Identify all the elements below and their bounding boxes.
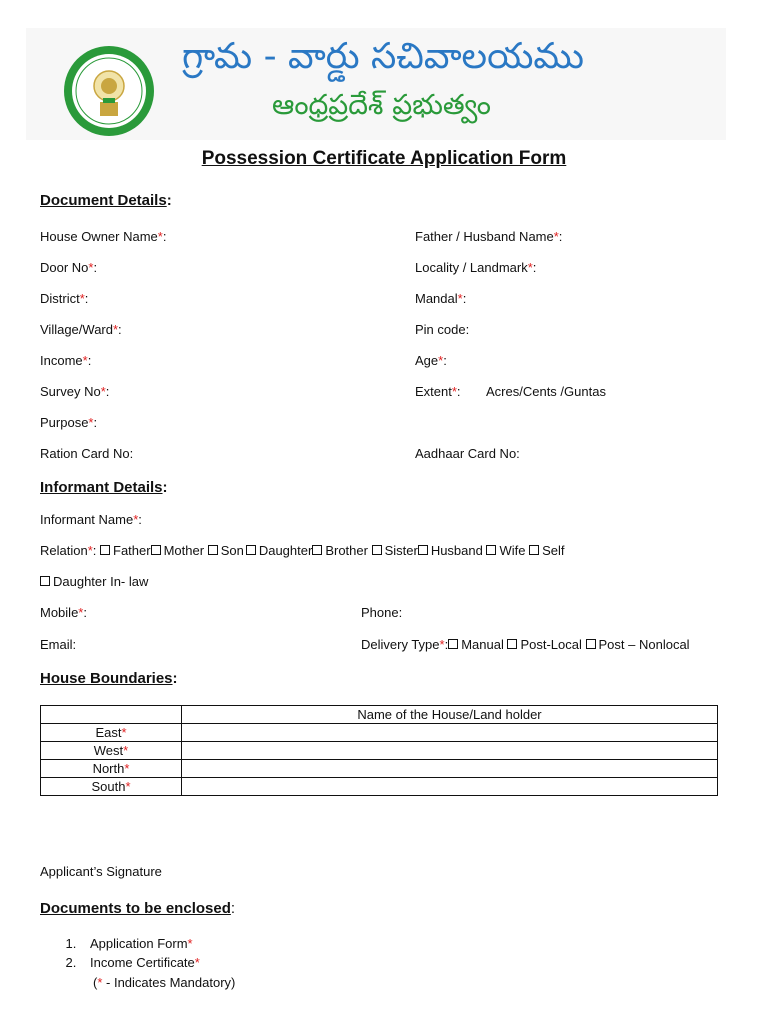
checkbox-icon[interactable] [529, 545, 539, 555]
field-father-husband-name[interactable]: Father / Husband Name*: [415, 229, 563, 244]
section-documents-enclosed: Documents to be enclosed: [40, 900, 236, 917]
checkbox-icon[interactable] [586, 639, 596, 649]
relation-option-brother[interactable]: Brother [312, 543, 368, 558]
telugu-heading-line2: ఆంధ్రప్రదేశ్ ప్రభుత్వం [272, 88, 491, 121]
field-pin-code[interactable]: Pin code: [415, 322, 470, 337]
field-ration-card-no[interactable]: Ration Card No: [40, 446, 134, 461]
relation-option-husband[interactable]: Husband [418, 543, 483, 558]
boundary-input-south[interactable] [182, 778, 718, 796]
field-age[interactable]: Age*: [415, 353, 447, 368]
checkbox-icon[interactable] [246, 545, 256, 555]
field-phone[interactable]: Phone: [361, 605, 403, 620]
field-mobile[interactable]: Mobile*: [40, 605, 87, 620]
table-row [41, 760, 718, 778]
delivery-option-post-local[interactable]: Post-Local [507, 637, 581, 652]
table-header-row [41, 706, 718, 724]
checkbox-icon[interactable] [312, 545, 322, 555]
field-house-owner-name[interactable]: House Owner Name*: [40, 229, 167, 244]
field-relation: Relation*: Father Mother Son Daughter Brother Sister Husband Wife Self [40, 543, 565, 558]
relation-option-son[interactable]: Son [208, 543, 244, 558]
field-extent[interactable]: Extent*: [415, 384, 461, 399]
table-cell [41, 706, 182, 724]
form-title: Possession Certificate Application Form [201, 148, 567, 169]
field-district[interactable]: District*: [40, 291, 89, 306]
boundary-label-south: South* [41, 778, 182, 796]
checkbox-icon[interactable] [100, 545, 110, 555]
checkbox-icon[interactable] [507, 639, 517, 649]
checkbox-icon[interactable] [418, 545, 428, 555]
relation-option-self[interactable]: Self [529, 543, 564, 558]
table-row [41, 724, 718, 742]
relation-option-mother[interactable]: Mother [151, 543, 204, 558]
boundary-input-west[interactable] [182, 742, 718, 760]
relation-option-wife[interactable]: Wife [486, 543, 525, 558]
boundary-label-east: East* [41, 724, 182, 742]
list-item: 1. Application Form* [80, 934, 200, 953]
table-row [41, 778, 718, 796]
relation-option-sister[interactable]: Sister [372, 543, 418, 558]
section-house-boundaries: House Boundaries: [40, 670, 178, 687]
house-boundaries-table [40, 705, 718, 796]
field-door-no[interactable]: Door No*: [40, 260, 98, 275]
table-row [41, 742, 718, 760]
section-document-details: Document Details: [40, 192, 172, 209]
boundary-label-west: West* [41, 742, 182, 760]
table-header-holder-name: Name of the House/Land holder [182, 706, 718, 724]
field-purpose[interactable]: Purpose*: [40, 415, 98, 430]
applicant-signature-label: Applicant’s Signature [40, 864, 162, 879]
extent-units-label: Acres/Cents /Guntas [486, 384, 606, 399]
field-survey-no[interactable]: Survey No*: [40, 384, 110, 399]
ap-government-seal-icon [62, 44, 156, 138]
field-aadhaar-card-no[interactable]: Aadhaar Card No: [415, 446, 520, 461]
mandatory-note: (* - Indicates Mandatory) [93, 975, 236, 990]
checkbox-icon[interactable] [486, 545, 496, 555]
relation-option-daughter-in-law[interactable]: Daughter In- law [40, 574, 148, 589]
relation-option-daughter[interactable]: Daughter [244, 543, 312, 558]
field-locality-landmark[interactable]: Locality / Landmark*: [415, 260, 537, 275]
checkbox-icon[interactable] [208, 545, 218, 555]
field-income[interactable]: Income*: [40, 353, 92, 368]
checkbox-icon[interactable] [372, 545, 382, 555]
telugu-heading-line1: గ్రామ - వార్డు సచివాలయము [182, 36, 584, 77]
section-informant-details: Informant Details: [40, 479, 168, 496]
checkbox-icon[interactable] [151, 545, 161, 555]
field-delivery-type: Delivery Type*: Manual Post-Local Post – Nonlocal [361, 637, 690, 652]
documents-list [40, 934, 200, 972]
delivery-option-manual[interactable]: Manual [448, 637, 504, 652]
field-village-ward[interactable]: Village/Ward*: [40, 322, 122, 337]
delivery-option-post-nonlocal[interactable]: Post – Nonlocal [586, 637, 690, 652]
boundary-input-north[interactable] [182, 760, 718, 778]
checkbox-icon[interactable] [448, 639, 458, 649]
list-item: 2. Income Certificate* [80, 953, 200, 972]
checkbox-icon[interactable] [40, 576, 50, 586]
field-mandal[interactable]: Mandal*: [415, 291, 467, 306]
field-informant-name[interactable]: Informant Name*: [40, 512, 142, 527]
field-email[interactable]: Email: [40, 637, 77, 652]
relation-option-father[interactable]: Father [100, 543, 151, 558]
boundary-label-north: North* [41, 760, 182, 778]
boundary-input-east[interactable] [182, 724, 718, 742]
